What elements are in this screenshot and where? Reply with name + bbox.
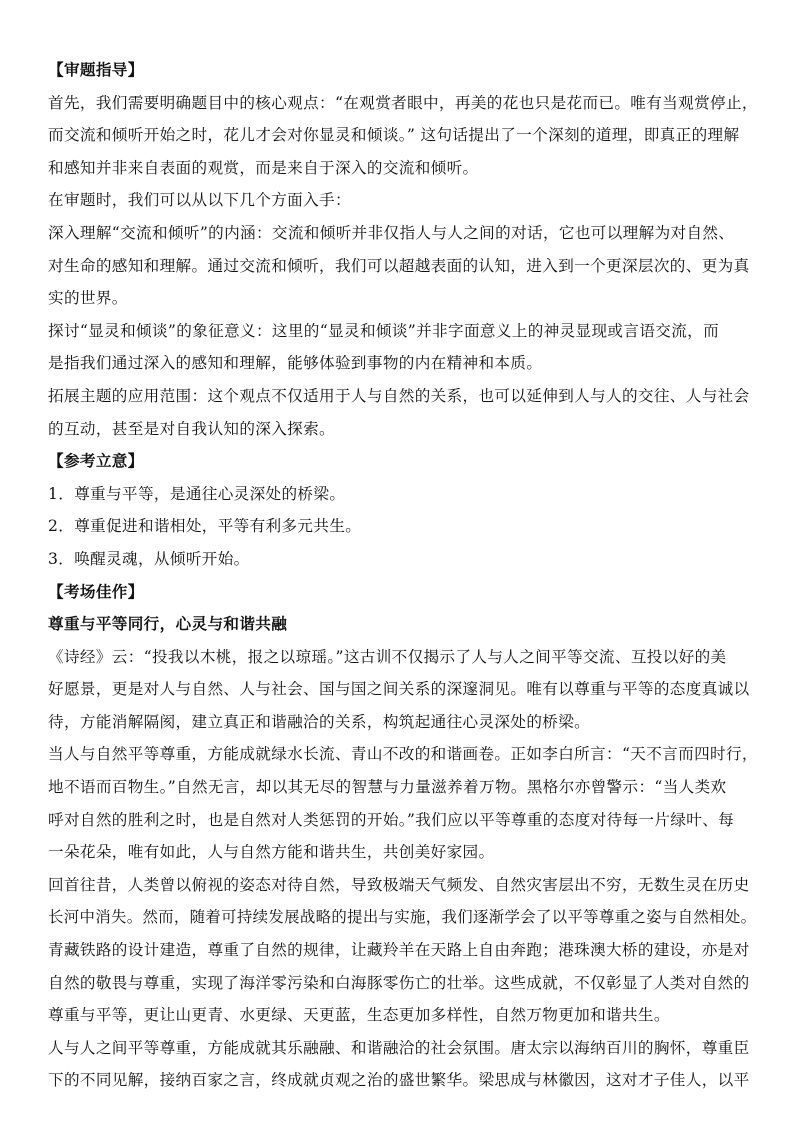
text-line: 待，方能消解隔阂，建立真正和谐融洽的关系，构筑起通往心灵深处的桥梁。	[48, 712, 591, 731]
section-heading: 【参考立意】	[48, 451, 144, 471]
text-line: 探讨“显灵和倾谈”的象征意义：这里的“显灵和倾谈”并非字面意义上的神灵显现或言语交流，而	[48, 321, 720, 340]
text-line: 青藏铁路的设计建造，尊重了自然的规律，让藏羚羊在天路上自由奔跑；港珠澳大桥的建设，亦是对	[48, 941, 750, 960]
text-line: 是指我们通过深入的感知和理解，能够体验到事物的内在精神和本质。	[48, 354, 543, 373]
text-line: 实的世界。	[48, 289, 128, 308]
text-line: 和感知并非来自表面的观赏，而是来自于深入的交流和倾听。	[48, 158, 479, 177]
text-line: 对生命的感知和理解。通过交流和倾听，我们可以超越表面的认知，进入到一个更深层次的、更为真	[48, 256, 750, 275]
text-line: 一朵花朵，唯有如此，人与自然方能和谐共生，共创美好家园。	[48, 843, 495, 862]
text-line: 下的不同见解，接纳百家之言，终成就贞观之治的盛世繁华。梁思成与林徽因，这对才子佳人，以平	[48, 1071, 750, 1090]
text-line: 人与人之间平等尊重，方能成就其乐融融、和谐融洽的社会氛围。唐太宗以海纳百川的胸怀，尊重臣	[48, 1038, 750, 1057]
text-line: 而交流和倾听开始之时，花儿才会对你显灵和倾谈。” 这句话提出了一个深刻的道理，即真正的理解	[48, 126, 740, 145]
text-line: 拓展主题的应用范围：这个观点不仅适用于人与自然的关系，也可以延伸到人与人的交往、人与社会	[48, 386, 750, 405]
text-line: 3．唤醒灵魂，从倾听开始。	[48, 549, 250, 568]
document-page	[48, 54, 760, 1097]
text-line: 首先，我们需要明确题目中的核心观点：“在观赏者眼中，再美的花也只是花而已。唯有当观赏停止，	[48, 93, 758, 112]
text-line: 回首往昔，人类曾以俯视的姿态对待自然，导致极端天气频发、自然灾害层出不穷，无数生灵在历史	[48, 875, 750, 894]
text-line: 自然的敬畏与尊重，实现了海洋零污染和白海豚零伤亡的壮举。这些成就，不仅彰显了人类对自然的	[48, 973, 750, 992]
text-line: 尊重与平等，更让山更青、水更绿、天更蓝，生态更加多样性，自然万物更加和谐共生。	[48, 1006, 670, 1025]
section-heading: 【考场佳作】	[48, 581, 144, 601]
text-line: 长河中消失。然而，随着可持续发展战略的提出与实施，我们逐渐学会了以平等尊重之姿与自然相处。	[48, 908, 757, 927]
text-line: 地不语而百物生。”自然无言，却以其无尽的智慧与力量滋养着万物。黑格尔亦曾警示：“当人类欢	[48, 778, 727, 797]
text-line: 呼对自然的胜利之时，也是自然对人类惩罚的开始。”我们应以平等尊重的态度对待每一片绿叶、每	[48, 810, 735, 829]
section-heading: 【审题指导】	[48, 60, 144, 79]
text-line: 当人与自然平等尊重，方能成就绿水长流、青山不改的和谐画卷。正如李白所言：“天不言而四时行，	[48, 745, 758, 764]
text-line: 的互动，甚至是对自我认知的深入探索。	[48, 419, 335, 438]
text-line: 好愿景，更是对人与自然、人与社会、国与国之间关系的深邃洞见。唯有以尊重与平等的态度真诚以	[48, 680, 750, 699]
text-line: 深入理解“交流和倾听”的内涵：交流和倾听并非仅指人与人之间的对话，它也可以理解为对自然、	[48, 223, 735, 242]
text-line: 2．尊重促进和谐相处，平等有利多元共生。	[48, 517, 362, 536]
text-line: 1．尊重与平等，是通往心灵深处的桥梁。	[48, 484, 346, 503]
text-line: 在审题时，我们可以从以下几个方面入手：	[48, 191, 351, 210]
section-heading: 尊重与平等同行，心灵与和谐共融	[48, 614, 288, 634]
text-line: 《诗经》云：“投我以木桃，报之以琼瑶。”这古训不仅揭示了人与人之间平等交流、互投以好的美	[48, 647, 727, 666]
